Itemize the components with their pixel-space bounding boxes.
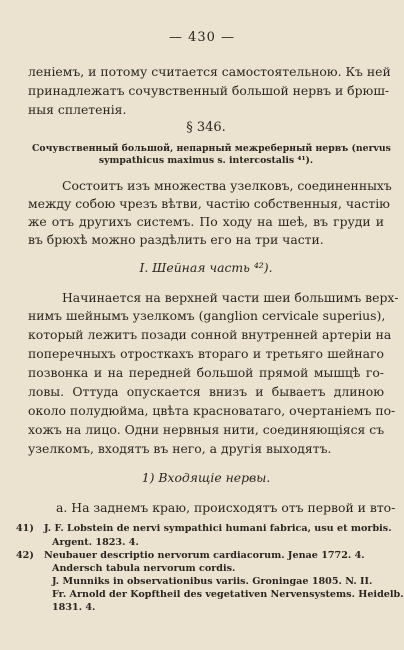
- text-line: а. На заднемъ краю, происходятъ отъ первой и вто-: [56, 500, 396, 515]
- footnote: 1831. 4.: [52, 602, 96, 613]
- text-line: узелкомъ, входятъ въ него, а другія выходятъ.: [28, 441, 332, 456]
- footnote: Fr. Arnold der Kopftheil des vegetativen Nervensystems. Heidelb.: [52, 589, 404, 600]
- part-heading: I. Шейная часть ⁴²).: [139, 260, 273, 275]
- footnote: Argent. 1823. 4.: [52, 537, 139, 548]
- footnote: Andersch tabula nervorum cordis.: [52, 563, 236, 574]
- section-heading: § 346.: [186, 120, 226, 135]
- text-line: между собою чрезъ вѣтви, частію собственныя, частію: [28, 196, 390, 211]
- text-line: который лежитъ позади сонной внутренней артеріи на: [28, 327, 392, 342]
- text-line: около полудюйма, цвѣта красноватаго, очертаніемъ по-: [28, 403, 396, 418]
- footnote: J. Munniks in observationibus variis. Groningae 1805. N. II.: [52, 576, 373, 587]
- text-line: принадлежатъ сочувственный большой нервъ и брюш-: [28, 83, 390, 98]
- page-number: — 430 —: [168, 30, 236, 45]
- text-line: нимъ шейнымъ узелкомъ (ganglion cervicale superius),: [28, 308, 386, 323]
- text-line: Начинается на верхней части шеи большимъ верх-: [62, 290, 399, 305]
- footnote: 42) Neubauer descriptio nervorum cardiacorum. Jenae 1772. 4.: [16, 550, 365, 561]
- text-line: ныя сплетенія.: [28, 102, 127, 117]
- section-subtitle: sympathicus maximus s. intercostalis ⁴¹).: [98, 155, 314, 166]
- footnote: 41) J. F. Lobstein de nervi sympathici humani fabrica, usu et morbis.: [16, 523, 392, 534]
- text-line: въ брюхѣ можно раздѣлить его на три части.: [28, 232, 324, 247]
- subsection-heading: 1) Входящіе нервы.: [141, 470, 271, 485]
- text-line: же отъ другихъ системъ. По ходу на шеѣ, въ груди и: [28, 214, 384, 229]
- section-subtitle: Сочувственный большой, непарный межреберный нервъ (nervus: [32, 143, 391, 154]
- text-line: поперечныхъ отросткахъ втораго и третьяго шейнаго: [28, 346, 384, 361]
- text-line: леніемъ, и потому считается самостоятельною. Къ ней: [28, 64, 391, 79]
- text-line: позвонка и на передней большой прямой мышцѣ го-: [28, 365, 384, 380]
- text-line: Состоитъ изъ множества узелковъ, соединенныхъ: [62, 178, 392, 193]
- text-line: ловы. Оттуда опускается внизъ и бываетъ длиною: [28, 384, 384, 399]
- text-line: хожъ на лицо. Одни нервныя нити, соединяющіяся съ: [28, 422, 385, 437]
